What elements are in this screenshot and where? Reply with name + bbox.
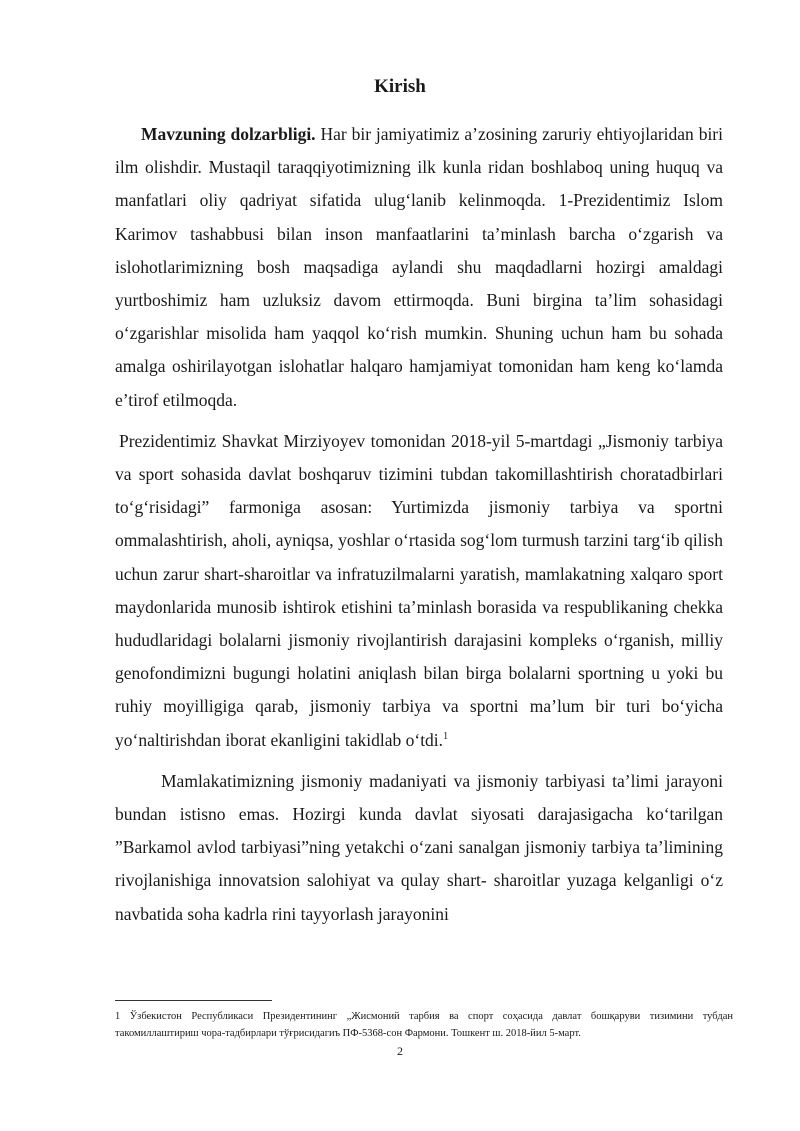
paragraph-text: Har bir jamiyatimiz a’zosining zaruriy ehtiyojlaridan biri ilm olishdir. Mustaqil taraqqiyotimizning ilk kunla ridan boshlaboq uning huquq va manfatlari oliy qadriyat sifatida ulug‘lanib kelinmoqda. 1-Prezidentimiz Islom Karimov tashabbusi bilan inson manfaatlarini ta’minlash barcha o‘zgarish va islohotlarimizning bosh maqsadiga aylandi shu maqdadlarni hozirgi amaldagi yurtboshimiz ham uzluksiz davom ettirmoqda. Buni birgina ta’lim sohasidagi o‘zgarishlar misolida ham yaqqol ko‘rish mumkin. Shuning uchun ham bu sohada amalga oshirilayotgan islohatlar halqaro hamjamiyat tomonidan ham keng ko‘lamda e’tirof etilmoqda. — [115, 124, 723, 410]
paragraph-text: Mamlakatimizning jismoniy madaniyati va jismoniy tarbiyasi ta’limi jarayoni bundan istisno emas. Hozirgi kunda davlat siyosati darajasigacha ko‘tarilgan ”Barkamol avlod tarbiyasi”ning yetakchi o‘zani sanalgan jismoniy tarbiya ta’limining rivojlanishiga innovatsion salohiyat va qulay shart- sharoitlar yuzaga kelganligi o‘z navbatida soha kadrla rini tayyorlash jarayonini — [115, 770, 723, 924]
footnote-reference[interactable]: 1 — [443, 730, 449, 742]
paragraph-decree — [115, 425, 723, 757]
body-text — [115, 118, 723, 931]
paragraph-physical-education — [115, 765, 723, 931]
footnote-separator — [115, 1000, 272, 1001]
footnote: 1 Ўзбекистон Республикаси Президентининг „Жисмоний тарбия ва спорт соҳасида давлат бошқаруви тизимини тубдан такомиллаштириш чора-тадбирлари тўғрисидагиъ ПФ-5368-сон Фармони. Тошкент ш. 2018-йил 5-март. — [115, 1011, 733, 1039]
section-title: Kirish — [374, 76, 426, 97]
page-number: 2 — [397, 1044, 403, 1058]
paragraph-lead: Mavzuning dolzarbligi. — [141, 124, 316, 144]
paragraph-relevance — [115, 118, 723, 417]
paragraph-text: Prezidentimiz Shavkat Mirziyoyev tomonidan 2018-yil 5-martdagi „Jismoniy tarbiya va sport sohasida davlat boshqaruv tizimini tubdan takomillashtirish choratadbirlari to‘g‘risidagi” farmoniga asosan: Yurtimizda jismoniy tarbiya va sportni ommalashtirish, aholi, ayniqsa, yoshlar o‘rtasida sog‘lom turmush tarzini targ‘ib qilish uchun zarur shart-sharoitlar va infratuzilmalarni yaratish, mamlakatning xalqaro sport maydonlarida munosib ishtirok etishini ta’minlash borasida va respublikaning chekka hududlaridagi bolalarni jismoniy rivojlantirish darajasini kompleks o‘rganish, milliy genofondimizni bugungi holatini aniqlash bilan birga bolalarni sportning u yoki bu ruhiy moyilligiga qarab, jismoniy tarbiya va sportni ma’lum bir turi bo‘yicha yo‘naltirishdan iborat ekanligini takidlab o‘tdi. — [115, 430, 723, 750]
